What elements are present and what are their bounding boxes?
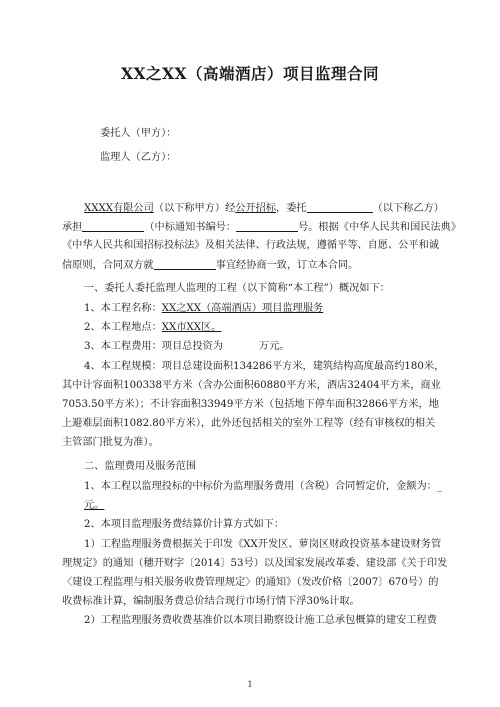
bid-method: 公开招标 bbox=[235, 203, 277, 214]
project-name-value: XX之XX（高端酒店）项目监理服务 bbox=[161, 303, 324, 314]
fee-basis-line-4: 收费标准计算，编制服务费总价结合现行市场行情下浮30%计取。 bbox=[62, 596, 360, 607]
project-location-value: XX市XX区。 bbox=[161, 322, 222, 333]
fee-base-price-line-1: 2）工程监理服务费收费基准价以本项目勘察设计施工总承包概算的建安工程费 bbox=[84, 615, 437, 626]
project-location-item: 2、本工程地点：XX市XX区。 bbox=[84, 322, 222, 333]
project-scale-line-5: 主管部门批复为准）。 bbox=[62, 437, 159, 448]
fee-basis-line-2: 理规定》的通知（穗开财字〔2014〕53号）以及国家发展改革委、建设部《关于印发 bbox=[62, 558, 448, 569]
section-2-heading: 二、监理费用及服务范围 bbox=[84, 461, 197, 472]
intro-line-4: 信原则，合同双方就 事宜经协商一致，订立本合同。 bbox=[62, 260, 359, 271]
fee-amount-line-1: 1、本工程以监理投标的中标价为监理服务费用（含税）合同暂定价，金额为：_ bbox=[84, 481, 442, 492]
intro-line-3: 《中华人民共和国招标投标法》及相关法律、行政法规，遵循平等、自愿、公平和诚 bbox=[62, 240, 439, 251]
intro-line-1: XXXX有限公司（以下称甲方）经公开招标，委托 （以下称乙方） bbox=[84, 203, 444, 214]
project-scale-line-2: 其中计容面积100338平方米（含办公面积60880平方米，酒店32404平方米，商业 bbox=[62, 380, 441, 391]
client-party-label: 委托人（甲方）： bbox=[100, 128, 177, 139]
project-scale-line-3: 7053.50平方米）；不计容面积33949平方米（包括地下停车面积32866平方米，地 bbox=[62, 399, 439, 410]
fee-basis-line-1: 1）工程监理服务费根据关于印发《XX开发区、萝岗区财政投资基本建设财务管 bbox=[84, 539, 442, 550]
fee-basis-line-3: 〈建设工程监理与相关服务收费管理规定〉的通知》（发改价格〔2007〕670号）的 bbox=[62, 577, 439, 588]
project-scale-line-1: 4、本工程规模：项目总建设面积134286平方米，建筑结构高度最高约180米， bbox=[84, 361, 445, 372]
project-name-item: 1、本工程名称：XX之XX（高端酒店）项目监理服务 bbox=[84, 303, 324, 314]
fee-amount-line-2: 元。 bbox=[84, 500, 105, 511]
project-name-blank bbox=[82, 220, 144, 232]
project-cost-item: 3、本工程费用：项目总投资为 万元。 bbox=[84, 341, 290, 352]
page-number: 1 bbox=[247, 680, 253, 689]
settlement-method-item: 2、本项目监理服务费结算价计算方式如下： bbox=[84, 519, 285, 530]
document-title: XX之XX（高端酒店）项目监理合同 bbox=[120, 64, 380, 83]
notice-number-blank bbox=[236, 220, 298, 232]
supervisor-name-blank bbox=[307, 201, 373, 213]
project-scale-line-4: 上避难层面积1082.80平方米），此外还包括相关的室外工程等（经有审核权的相关 bbox=[62, 418, 436, 429]
intro-line-2: 承担 （中标通知书编号： 号。根据《中华人民共和国民法典》 bbox=[62, 222, 462, 233]
supervisor-party-label: 监理人（乙方）： bbox=[100, 152, 177, 163]
client-company-name: XXXX有限公司 bbox=[84, 203, 154, 214]
matter-blank bbox=[154, 258, 216, 270]
section-1-heading: 一、委托人委托监理人监理的工程（以下简称“本工程”）概况如下： bbox=[84, 283, 390, 294]
